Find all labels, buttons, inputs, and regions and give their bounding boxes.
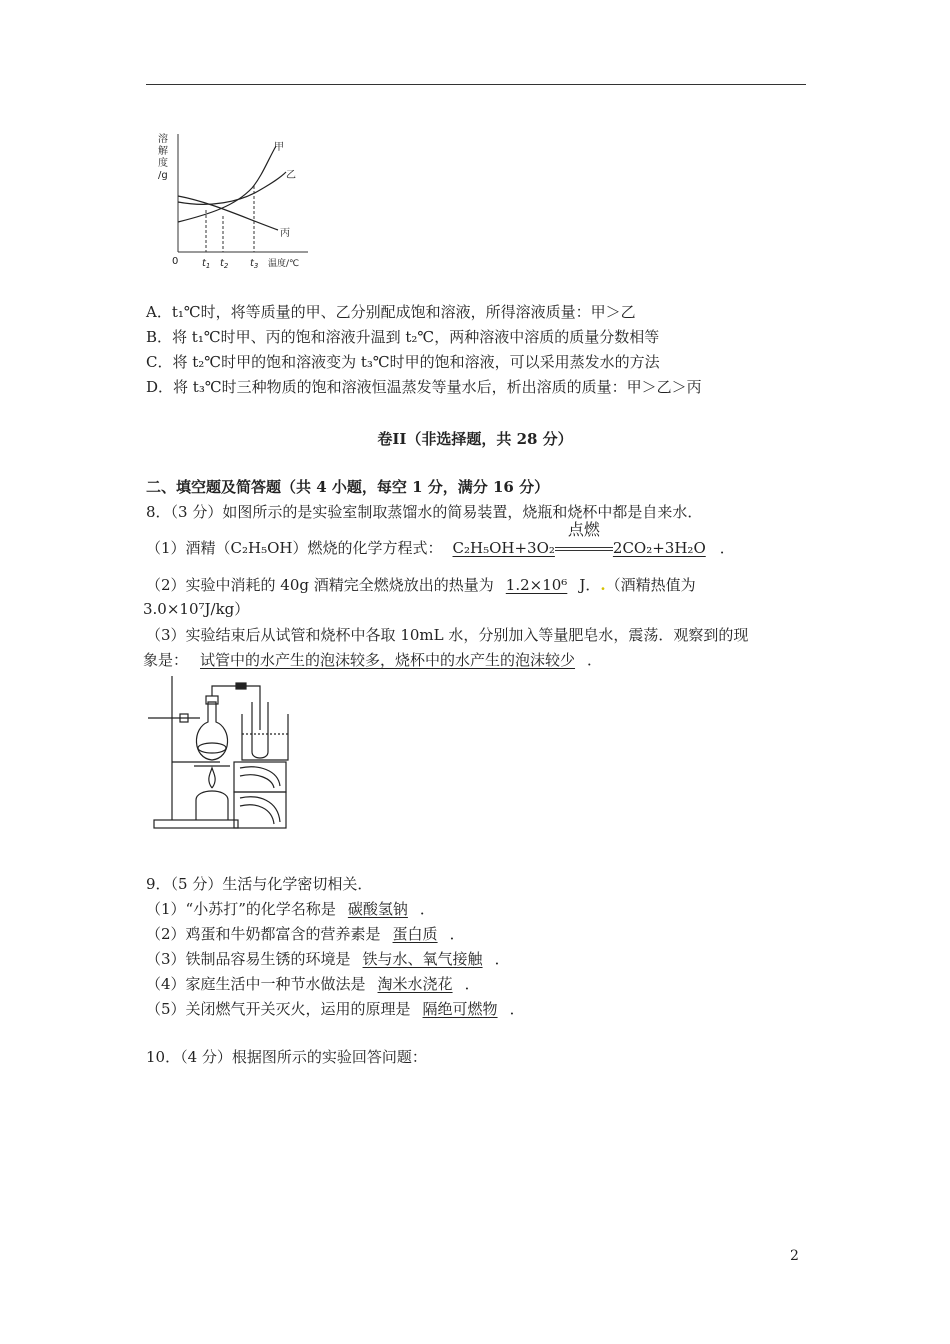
q10-stem: 10．（4 分）根据图所示的实验回答问题： [146, 1048, 427, 1066]
wood-block-top [234, 762, 286, 792]
q9-item-4-prefix: （4）家庭生活中一种节水做法是 [146, 975, 366, 993]
header-rule [146, 84, 806, 85]
q8-part1 [146, 520, 735, 558]
graph-ylabel-2: 解 [158, 146, 168, 157]
q9-item-5-prefix: （5）关闭燃气开关灭火，运用的原理是 [146, 1000, 411, 1018]
graph-ylabel-4: /g [158, 170, 168, 181]
graph-t3: $t_3$ [250, 258, 259, 270]
q9-item-2-end: ． [449, 925, 465, 943]
q8-part1-end: ． [719, 539, 735, 557]
q9-item-1-prefix: （1）“小苏打”的化学名称是 [146, 900, 336, 918]
q9-item-3 [146, 949, 510, 969]
graph-xlabel: 温度/℃ [268, 259, 300, 269]
q9-item-4-end: ． [464, 975, 480, 993]
q9-item-3-prefix: （3）铁制品容易生锈的环境是 [146, 950, 351, 968]
q9-item-4 [146, 974, 480, 994]
q9-item-2-prefix: （2）鸡蛋和牛奶都富含的营养素是 [146, 925, 381, 943]
distillation-apparatus [148, 672, 298, 834]
q9-item-5-answer: 隔绝可燃物 [422, 1000, 498, 1018]
q8-part3 [143, 650, 602, 670]
q9-item-2 [146, 924, 465, 944]
tube-joint [236, 683, 246, 689]
q9-item-4-answer: 淘米水浇花 [377, 975, 453, 993]
q8-part3-prefix: 象是： [143, 651, 189, 669]
q8-part2-prefix: （2）实验中消耗的 40g 酒精完全燃烧放出的热量为 [146, 576, 494, 594]
lamp-flame [209, 768, 215, 788]
q8-part2-unit: J． [579, 576, 601, 594]
beaker [242, 714, 288, 760]
section2-heading: 二、填空题及简答题（共 4 小题，每空 1 分，满分 16 分） [146, 478, 550, 496]
q8-stem: 8．（3 分）如图所示的是实验室制取蒸馏水的简易装置，烧瓶和烧杯中都是自来水． [146, 503, 703, 521]
q8-part1-prefix: （1）酒精（C₂H₅OH）燃烧的化学方程式： [146, 539, 443, 557]
graph-label-bing: 丙 [280, 228, 290, 239]
solubility-graph [150, 128, 320, 278]
graph-t2: $t_2$ [220, 258, 229, 270]
q8-equation-condition-wrap [555, 520, 613, 558]
graph-label-jia: 甲 [274, 142, 284, 153]
graph-label-yi: 乙 [286, 170, 296, 181]
page-number: 2 [790, 1248, 799, 1264]
wood-grain [240, 767, 280, 824]
graph-origin: 0 [172, 256, 179, 267]
option-d: D．将 t₃℃时三种物质的饱和溶液恒温蒸发等量水后，析出溶质的质量：甲＞乙＞丙 [146, 378, 702, 396]
q8-equation-left: C₂H₅OH+3O₂ [452, 539, 555, 557]
option-c: C．将 t₂℃时甲的饱和溶液变为 t₃℃时甲的饱和溶液，可以采用蒸发水的方法 [146, 353, 660, 371]
q8-part3-answer: 试管中的水产生的泡沫较多，烧杯中的水产生的泡沫较少 [200, 651, 576, 669]
q8-part2 [146, 575, 696, 595]
q9-item-2-answer: 蛋白质 [392, 925, 438, 943]
q9-item-1-answer: 碳酸氢钠 [347, 900, 408, 918]
flask-liquid [198, 743, 226, 753]
q8-part2-line2: 3.0×10⁷J/kg） [143, 600, 250, 618]
graph-ylabel-1: 溶 [158, 134, 168, 145]
q8-part3-line1: （3）实验结束后从试管和烧杯中各取 10mL 水，分别加入等量肥皂水，震荡．观察到的现 [146, 626, 749, 644]
stand-base [154, 820, 238, 828]
q8-equation-right: 2CO₂+3H₂O [612, 539, 706, 557]
q8-equation-equals [555, 547, 613, 551]
q9-item-5 [146, 999, 525, 1019]
graph-t1: $t_1$ [202, 258, 211, 270]
q8-part2-answer: 1.2×10⁶ [505, 576, 568, 594]
graph-ylabel-3: 度 [158, 158, 168, 169]
q8-part2-suffix: （酒精热值为 [605, 576, 696, 594]
q9-item-1-end: ． [419, 900, 435, 918]
q9-stem: 9．（5 分）生活与化学密切相关． [146, 875, 373, 893]
option-b: B．将 t₁℃时甲、丙的饱和溶液升温到 t₂℃，两种溶液中溶质的质量分数相等 [146, 328, 660, 346]
q9-item-3-end: ． [494, 950, 510, 968]
graph-curve-bing [178, 196, 278, 230]
q9-item-1 [146, 899, 435, 919]
part2-title: 卷II（非选择题，共 28 分） [377, 430, 573, 448]
q9-item-5-end: ． [509, 1000, 525, 1018]
q9-item-3-answer: 铁与水、氧气接触 [362, 950, 483, 968]
q8-equation-condition: 点燃 [567, 520, 600, 539]
alcohol-lamp [196, 791, 228, 820]
q8-part3-end: ． [587, 651, 603, 669]
option-a: A．t₁℃时，将等质量的甲、乙分别配成饱和溶液，所得溶液质量：甲＞乙 [146, 303, 636, 321]
q8-part2-dot: . [600, 576, 606, 594]
